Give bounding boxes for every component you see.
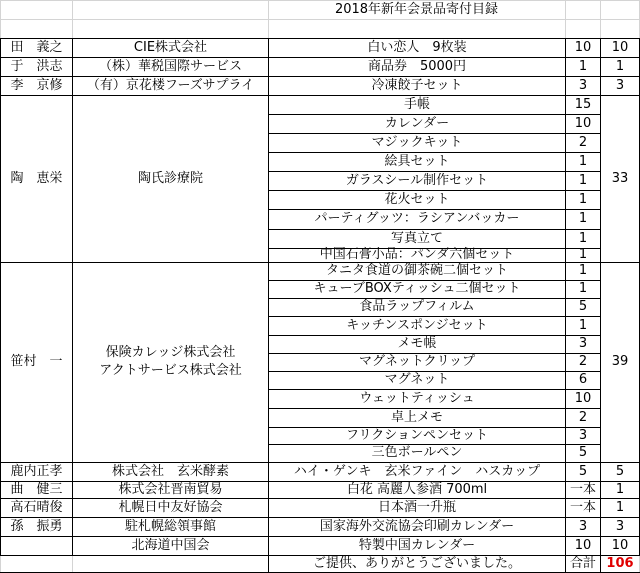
item-quantity: 10: [574, 40, 592, 55]
item-name: 白い恋人 9枚装: [367, 40, 467, 55]
item-name: カレンダー: [384, 116, 450, 131]
item-name: タニタ食道の御茶碗二個セット: [325, 263, 508, 278]
item-quantity: 1: [578, 154, 588, 169]
item-name: マグネットクリップ: [358, 354, 476, 369]
item-quantity: 3: [578, 428, 588, 443]
item-name: ガラスシール制作セット: [345, 173, 489, 188]
donor-total: 33: [611, 171, 629, 186]
company-name-2: アクトサービス株式会社: [99, 363, 242, 378]
item-quantity: 1: [578, 173, 588, 188]
company-name: 株式会社晋南貿易: [118, 482, 223, 497]
item-quantity: 5: [578, 464, 588, 479]
item-name: マジックキット: [371, 135, 463, 150]
cell-border: [600, 95, 640, 96]
donor-name: 田 義之: [10, 40, 63, 55]
item-quantity: 2: [578, 135, 588, 150]
donor-name: 高石晴俊: [10, 500, 63, 515]
item-quantity: 1: [578, 192, 588, 207]
cell-border: [0, 95, 268, 96]
donor-name: 笹村 一: [10, 354, 63, 369]
company-name: 札幌日中友好協会: [118, 500, 223, 515]
item-name: パーティグッツ：ラシアンバッカー: [314, 211, 520, 226]
item-name: ハイ・ゲンキ 玄米ファイン ハスカップ: [293, 464, 541, 479]
item-quantity: 1: [578, 318, 588, 333]
company-name: 北海道中国会: [131, 538, 210, 553]
item-name: ウェットティッシュ: [359, 391, 475, 406]
item-name: メモ帳: [397, 336, 437, 351]
item-name: フリクションペンセット: [346, 428, 488, 443]
item-quantity: 15: [574, 97, 592, 112]
item-name: 写真立て: [390, 231, 443, 246]
company-name: 駐札幌総領事館: [124, 519, 216, 534]
item-name: 三色ボールペン: [371, 445, 463, 460]
item-quantity: 5: [578, 299, 588, 314]
company-name: （株）華税国際サービス: [98, 59, 242, 74]
donor-total: 5: [615, 464, 625, 479]
item-quantity: 10: [574, 538, 592, 553]
donor-name: 于 洪志: [10, 59, 63, 74]
item-name: 花火セット: [384, 192, 450, 207]
total-label: 合計: [569, 556, 596, 571]
company-name: 陶氏診療院: [137, 171, 203, 186]
donor-total: 1: [615, 500, 625, 515]
item-name: マグネット: [384, 372, 450, 387]
cell-border: [0, 262, 268, 263]
item-name: 日本酒一升瓶: [377, 500, 456, 515]
company-name: 株式会社 玄米酵素: [111, 464, 229, 479]
item-quantity: 一本: [569, 500, 596, 515]
donor-name: [1, 537, 72, 555]
company-name: （有）京花楼フーズサプライ: [86, 78, 255, 93]
item-name: 手帳: [403, 97, 430, 112]
item-name: 国家海外交流協会印刷カレンダー: [319, 519, 515, 534]
cell-border: [600, 262, 640, 263]
item-name: 食品ラップフィルム: [359, 299, 475, 314]
thanks-message: ご提供、ありがとうございました。: [312, 556, 521, 571]
item-quantity: 3: [578, 519, 588, 534]
item-name: 冷凍餃子セット: [371, 78, 463, 93]
company-name: 保険カレッジ株式会社: [105, 345, 236, 360]
item-quantity: 3: [578, 78, 588, 93]
item-quantity: 5: [578, 445, 588, 460]
item-name: 絵具セット: [384, 154, 450, 169]
item-quantity: 2: [578, 410, 588, 425]
item-name: 中国石膏小品：パンダ六個セット: [319, 247, 515, 262]
donor-name: 李 京修: [10, 78, 63, 93]
donor-name: 陶 恵栄: [10, 171, 63, 186]
item-quantity: 10: [574, 391, 592, 406]
item-quantity: 3: [578, 336, 588, 351]
donor-name: 孫 振勇: [10, 519, 63, 534]
company-name: CIE株式会社: [133, 40, 208, 55]
donor-total: 1: [615, 59, 625, 74]
item-quantity: 1: [578, 281, 588, 296]
donor-name: 鹿内正孝: [10, 464, 63, 479]
item-quantity: 6: [578, 372, 588, 387]
donor-total: 10: [611, 538, 629, 553]
donor-total: 1: [615, 482, 625, 497]
item-name: キッチンスポンジセット: [346, 318, 488, 333]
donor-name: 曲 健三: [10, 482, 63, 497]
item-name: キューブBOXティッシュ二個セット: [313, 281, 521, 296]
item-name: 特製中国カレンダー: [358, 538, 476, 553]
donor-total: 39: [611, 354, 629, 369]
donor-total: 10: [611, 40, 629, 55]
item-quantity: 1: [578, 247, 588, 262]
item-quantity: 10: [574, 116, 592, 131]
cell-border: [0, 555, 268, 556]
item-quantity: 2: [578, 354, 588, 369]
item-quantity: 1: [578, 211, 588, 226]
item-quantity: 1: [578, 231, 588, 246]
item-quantity: 1: [578, 59, 588, 74]
item-name: 商品券 5000円: [367, 59, 467, 74]
sheet-title: 2018年新年会景品寄付目録: [334, 2, 499, 17]
grand-total: 106: [606, 556, 634, 571]
item-name: 白花 高麗人参酒 700ml: [346, 482, 488, 497]
donor-total: 3: [615, 78, 625, 93]
item-quantity: 一本: [569, 482, 596, 497]
gridline: [0, 19, 640, 20]
donor-total: 3: [615, 519, 625, 534]
item-name: 卓上メモ: [390, 410, 443, 425]
item-quantity: 1: [578, 263, 588, 278]
